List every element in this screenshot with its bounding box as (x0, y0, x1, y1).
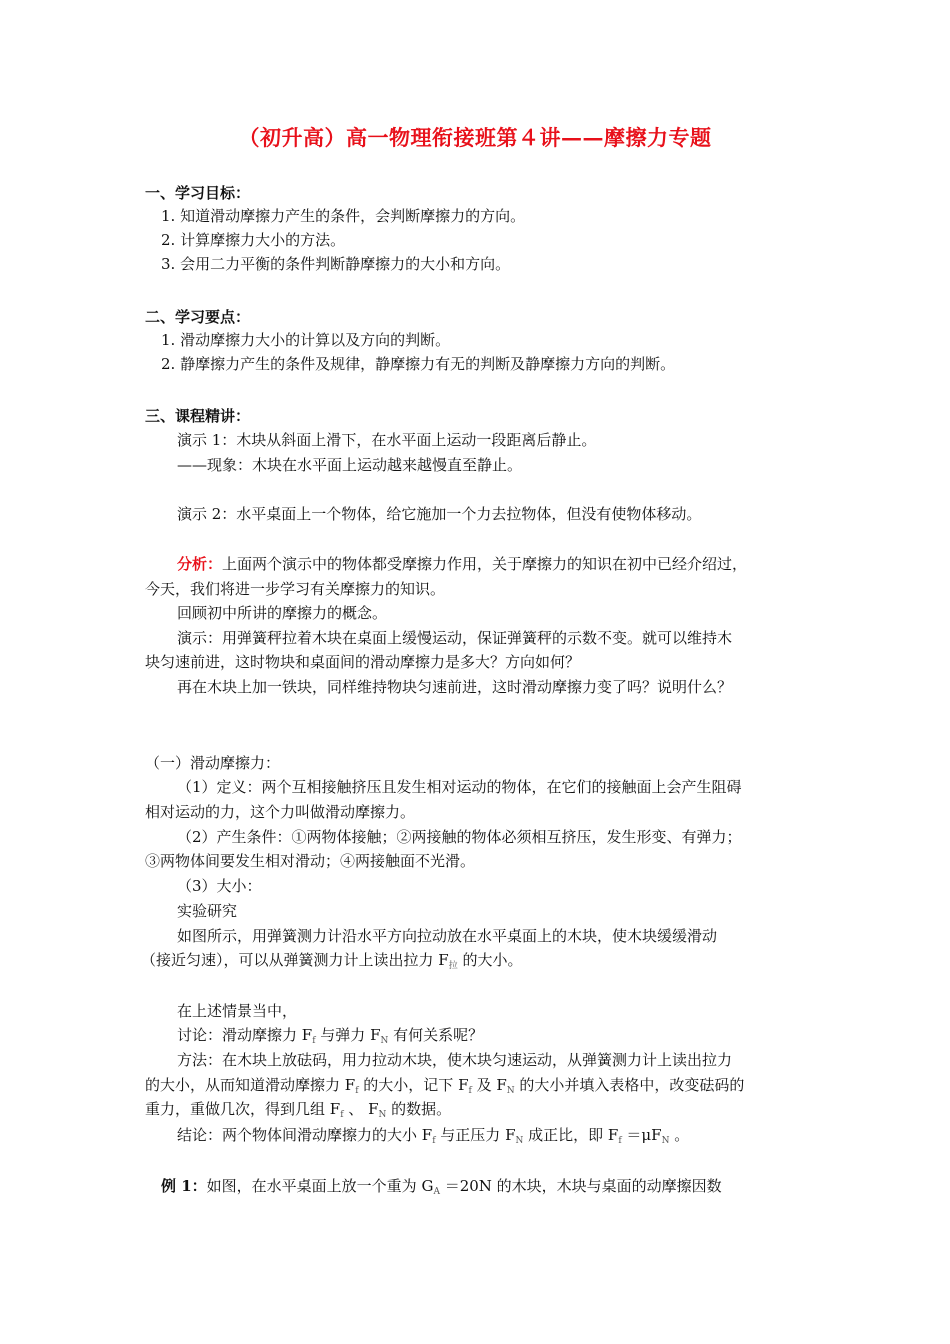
subscript-f: f (312, 1036, 316, 1046)
demo3-line-1: 演示：用弹簧秤拉着木块在桌面上缓慢运动，保证弹簧秤的示数不变。就可以维持木 (177, 629, 733, 647)
method-3-text-a: 重力，重做几次，得到几组 F (145, 1100, 341, 1118)
demo1: 演示 1：木块从斜面上滑下，在水平面上运动一段距离后静止。 (177, 431, 597, 449)
conclusion-text-a: 结论：两个物体间滑动摩擦力的大小 F (177, 1126, 433, 1144)
subscript-n: N (515, 1136, 524, 1146)
demo1-phenomenon: ——现象：木块在水平面上运动越来越慢直至静止。 (177, 456, 523, 474)
example1-text-b: ＝20N 的木块，木块与桌面的动摩擦因数 (439, 1177, 722, 1195)
example1-text-a: 如图，在水平桌面上放一个重为 G (206, 1177, 434, 1195)
method-3-text-c: 的数据。 (386, 1100, 452, 1118)
subscript-n: N (506, 1086, 515, 1096)
section1-item-3: 3. 会用二力平衡的条件判断静摩擦力的大小和方向。 (161, 255, 511, 273)
discuss-text-a: 讨论：滑动摩擦力 F (177, 1026, 313, 1044)
experiment-label: 实验研究 (177, 902, 238, 920)
section2-item-2: 2. 静摩擦力产生的条件及规律，静摩擦力有无的判断及静摩擦力方向的判断。 (161, 355, 676, 373)
example1-label: 例 1： (161, 1177, 207, 1195)
conclusion-text-d: ＝μF (621, 1126, 662, 1144)
sliding-heading: （一）滑动摩擦力： (145, 754, 281, 772)
demo3-line-2: 块匀速前进，这时物块和桌面间的滑动摩擦力是多大？方向如何？ (145, 653, 581, 671)
example1-line (161, 1175, 722, 1203)
figure-line-2-end: 的大小。 (457, 951, 523, 969)
method-2-text-c: 及 F (471, 1076, 507, 1094)
page-title: （初升高）高一物理衔接班第４讲——摩擦力专题 (238, 125, 712, 150)
demo2: 演示 2：水平桌面上一个物体，给它施加一个力去拉物体，但没有使物体移动。 (177, 505, 702, 523)
figure-line-1: 如图所示，用弹簧测力计沿水平方向拉动放在水平桌面上的木块，使木块缓缓滑动 (177, 927, 718, 945)
analysis-line-1 (177, 553, 747, 575)
subscript-f: f (340, 1110, 344, 1120)
section1-item-2: 2. 计算摩擦力大小的方法。 (161, 231, 346, 249)
analysis-label: 分析： (177, 555, 223, 573)
condition-line-1: （2）产生条件：①两物体接触；②两接触的物体必须相互挤压，发生形变、有弹力； (177, 828, 742, 846)
size-heading: （3）大小： (177, 877, 262, 895)
analysis-text-1: 上面两个演示中的物体都受摩擦力作用，关于摩擦力的知识在初中已经介绍过， (222, 555, 748, 573)
figure-line-2-text: （接近匀速），可以从弹簧测力计上读出拉力 F (141, 951, 449, 969)
conclusion-line (177, 1124, 689, 1152)
subscript-f: f (432, 1136, 436, 1146)
conclusion-text-b: 与正压力 F (435, 1126, 516, 1144)
analysis-line-2: 今天，我们将进一步学习有关摩擦力的知识。 (145, 580, 446, 598)
section2-heading: 二、学习要点： (145, 308, 251, 326)
method-3-text-b: 、 F (343, 1100, 379, 1118)
conclusion-text-e: 。 (669, 1126, 690, 1144)
method-line-1: 方法：在木块上放砝码，用力拉动木块，使木块匀速运动，从弹簧测力计上读出拉力 (177, 1051, 733, 1069)
discuss-text-c: 有何关系呢？ (388, 1026, 484, 1044)
method-2-text-d: 的大小并填入表格中，改变砝码的 (514, 1076, 745, 1094)
section2-item-1: 1. 滑动摩擦力大小的计算以及方向的判断。 (161, 331, 451, 349)
discuss-line (177, 1024, 483, 1052)
method-2-text-a: 的大小，从而知道滑动摩擦力 F (145, 1076, 356, 1094)
method-line-3 (145, 1098, 451, 1126)
pull-subscript: 拉 (448, 961, 458, 971)
discuss-text-b: 与弹力 F (315, 1026, 381, 1044)
subscript-f: f (618, 1136, 622, 1146)
section1-heading: 一、学习目标： (145, 184, 251, 202)
scene-line: 在上述情景当中， (177, 1002, 298, 1020)
section3-heading: 三、课程精讲： (145, 407, 251, 425)
subscript-a: A (433, 1187, 440, 1197)
review-line: 回顾初中所讲的摩擦力的概念。 (177, 604, 388, 622)
definition-line-1: （1）定义：两个互相接触挤压且发生相对运动的物体，在它们的接触面上会产生阻碍 (177, 778, 742, 796)
definition-line-2: 相对运动的力，这个力叫做滑动摩擦力。 (145, 803, 416, 821)
section1-item-1: 1. 知道滑动摩擦力产生的条件，会判断摩擦力的方向。 (161, 207, 526, 225)
subscript-n: N (661, 1136, 670, 1146)
subscript-f: f (468, 1086, 472, 1096)
subscript-n: N (378, 1110, 387, 1120)
figure-line-2 (141, 949, 522, 977)
subscript-f: f (355, 1086, 359, 1096)
demo3-line-3: 再在木块上加一铁块，同样维持物块匀速前进，这时滑动摩擦力变了吗？说明什么？ (177, 678, 733, 696)
method-2-text-b: 的大小，记下 F (358, 1076, 469, 1094)
condition-line-2: ③两物体间要发生相对滑动；④两接触面不光滑。 (145, 852, 476, 870)
conclusion-text-c: 成正比，即 F (523, 1126, 619, 1144)
subscript-n: N (380, 1036, 389, 1046)
